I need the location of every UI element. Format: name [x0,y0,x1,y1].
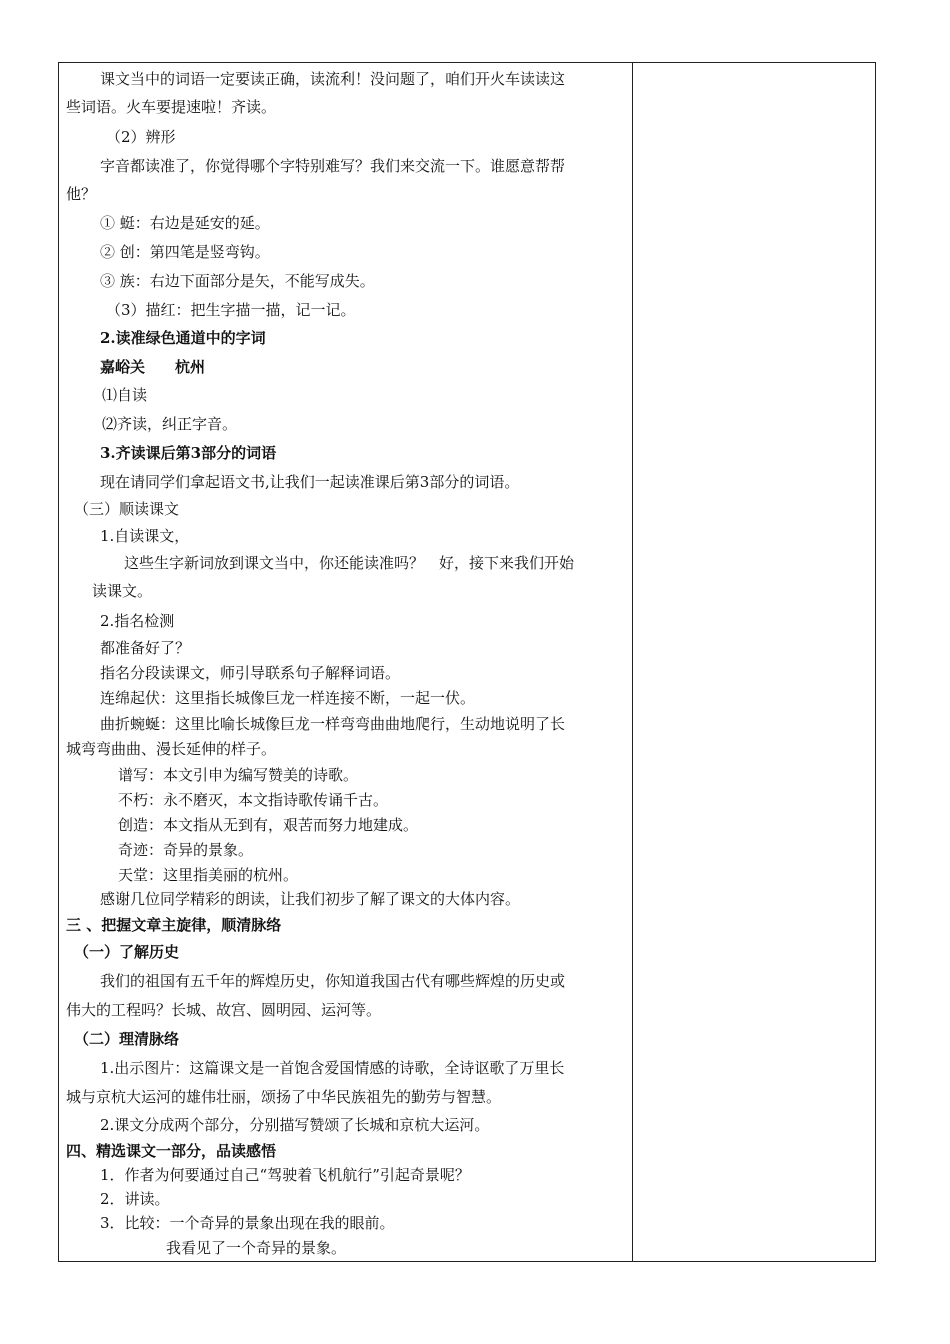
section-heading: （一）了解历史 [74,943,180,961]
text-line: （2）辨形 [106,128,176,146]
text-line: 3．比较：一个奇异的景象出现在我的眼前。 [100,1214,395,1232]
text-line: 城弯弯曲曲、漫长延伸的样子。 [66,740,277,758]
text-line: ① 蜓：右边是延安的延。 [100,214,270,232]
column-divider [632,62,633,1262]
text-line: 城与京杭大运河的雄伟壮丽，颂扬了中华民族祖先的勤劳与智慧。 [66,1088,502,1106]
text-line: 2.指名检测 [100,612,175,630]
text-line: 伟大的工程吗？长城、故宫、圆明园、运河等。 [66,1001,382,1019]
section-heading: （二）理清脉络 [74,1030,180,1048]
text-line: 读课文。 [92,582,153,600]
text-line: 指名分段读课文，师引导联系句子解释词语。 [100,664,401,682]
text-line: 1．作者为何要通过自己“驾驶着飞机航行”引起奇景呢？ [100,1166,470,1184]
text-line: 课文当中的词语一定要读正确，读流利！没问题了，咱们开火车读读这 [100,70,566,88]
section-heading: 3.齐读课后第3部分的词语 [100,444,277,462]
text-line: 我看见了一个奇异的景象。 [166,1239,347,1257]
section-heading: 四、精选课文一部分，品读感悟 [66,1142,277,1160]
text-line: 曲折蜿蜒：这里比喻长城像巨龙一样弯弯曲曲地爬行，生动地说明了长 [100,715,566,733]
text-line: 天堂：这里指美丽的杭州。 [118,866,299,884]
text-line: 都准备好了？ [100,639,191,657]
text-line: 1.自读课文， [100,527,190,545]
text-line: 现在请同学们拿起语文书,让我们一起读准课后第3部分的词语。 [100,473,520,491]
text-line: 2.课文分成两个部分，分别描写赞颂了长城和京杭大运河。 [100,1116,490,1134]
text-line: 2．讲读。 [100,1190,170,1208]
text-line: ⑵齐读，纠正字音。 [102,415,238,433]
text-line: 奇迹：奇异的景象。 [118,841,254,859]
text-line: ③ 族：右边下面部分是矢，不能写成失。 [100,272,375,290]
text-line: 不朽：永不磨灭，本文指诗歌传诵千古。 [118,791,389,809]
text-line: ② 创：第四笔是竖弯钩。 [100,243,270,261]
text-line: 些词语。火车要提速啦！齐读。 [66,98,277,116]
section-heading: 三 、把握文章主旋律，顺清脉络 [66,916,282,934]
text-line: 创造：本文指从无到有，艰苦而努力地建成。 [118,816,419,834]
text-line: 字音都读准了，你觉得哪个字特别难写？我们来交流一下。谁愿意帮帮 [100,157,566,175]
text-line: 谱写：本文引申为编写赞美的诗歌。 [118,766,359,784]
bold-words: 嘉峪关 杭州 [100,358,206,376]
text-line: （3）描红：把生字描一描，记一记。 [106,301,356,319]
text-line: 感谢几位同学精彩的朗读，让我们初步了解了课文的大体内容。 [100,890,521,908]
text-line: 这些生字新词放到课文当中，你还能读准吗？ 好，接下来我们开始 [124,554,575,572]
text-line: ⑴自读 [102,386,148,404]
text-line: 连绵起伏：这里指长城像巨龙一样连接不断，一起一伏。 [100,689,476,707]
text-line: 我们的祖国有五千年的辉煌历史，你知道我国古代有哪些辉煌的历史或 [100,972,566,990]
text-line: 1.出示图片：这篇课文是一首饱含爱国情感的诗歌，全诗讴歌了万里长 [100,1059,565,1077]
section-heading: 2.读准绿色通道中的字词 [100,329,266,347]
text-line: 他？ [66,185,97,203]
section-heading: （三）顺读课文 [74,500,180,518]
